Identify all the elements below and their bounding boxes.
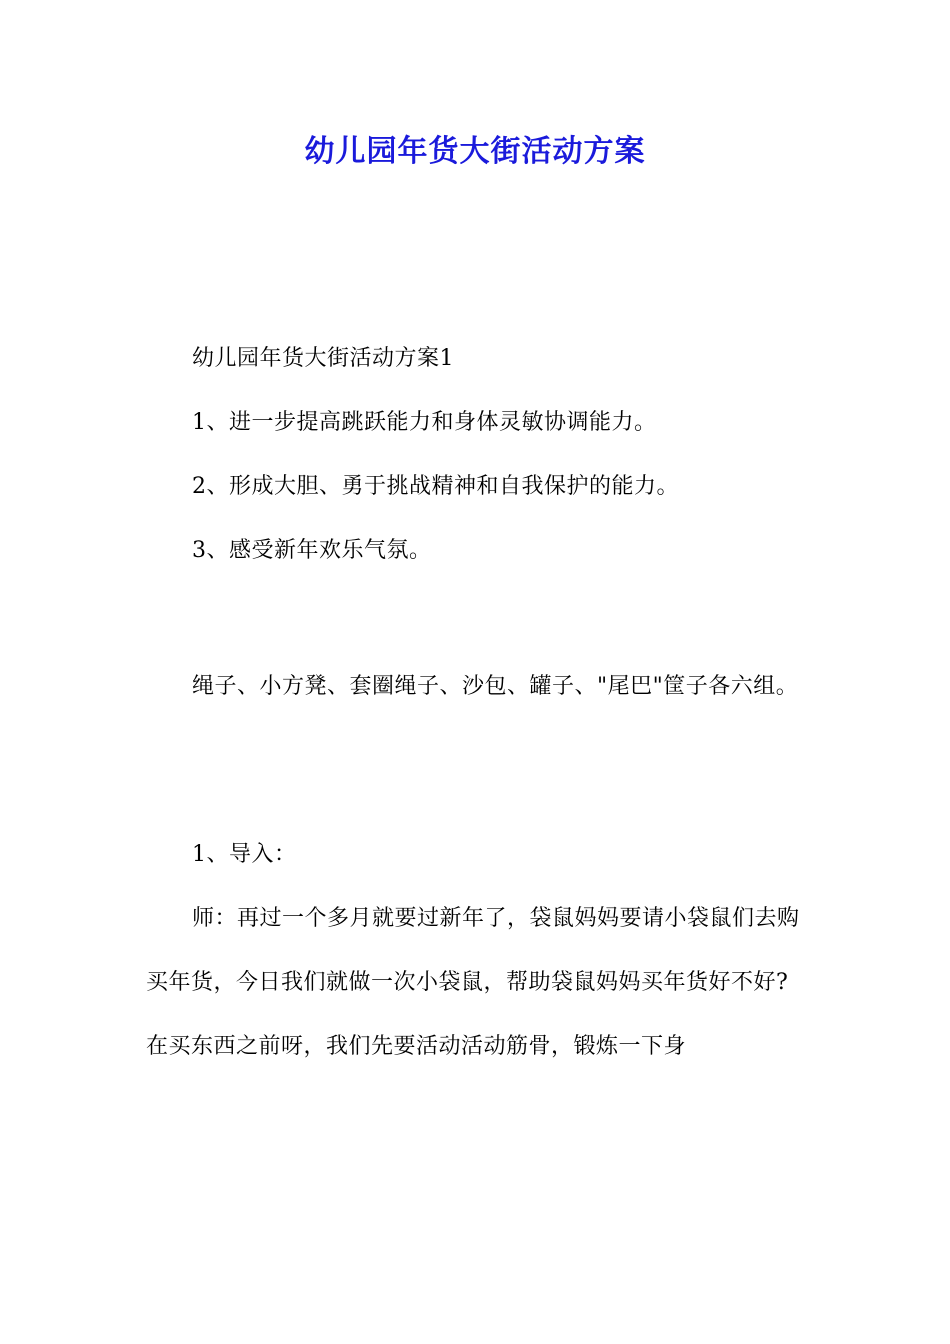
- spacer: [146, 583, 810, 655]
- process-paragraph: 师：再过一个多月就要过新年了，袋鼠妈妈要请小袋鼠们去购买年货，今日我们就做一次小袋鼠，帮助袋鼠妈妈买年货好不好?在买东西之前呀，我们先要活动活动筋骨，锻炼一下身: [146, 906, 800, 1059]
- section-heading: 幼儿园年货大街活动方案1: [192, 346, 454, 371]
- materials-paragraph: 绳子、小方凳、套圈绳子、沙包、罐子、"尾巴"筐子各六组。: [192, 674, 799, 699]
- process-step-heading: 1、导入：: [192, 842, 297, 867]
- document-title: 幼儿园年货大街活动方案: [304, 134, 646, 169]
- goal-item-3: 3、感受新年欢乐气氛。: [192, 538, 432, 563]
- spacer: [146, 719, 810, 823]
- document-body: [146, 327, 810, 1079]
- goal-item-1: 1、进一步提高跳跃能力和身体灵敏协调能力。: [192, 410, 657, 435]
- goal-item-2: 2、形成大胆、勇于挑战精神和自我保护的能力。: [192, 474, 679, 499]
